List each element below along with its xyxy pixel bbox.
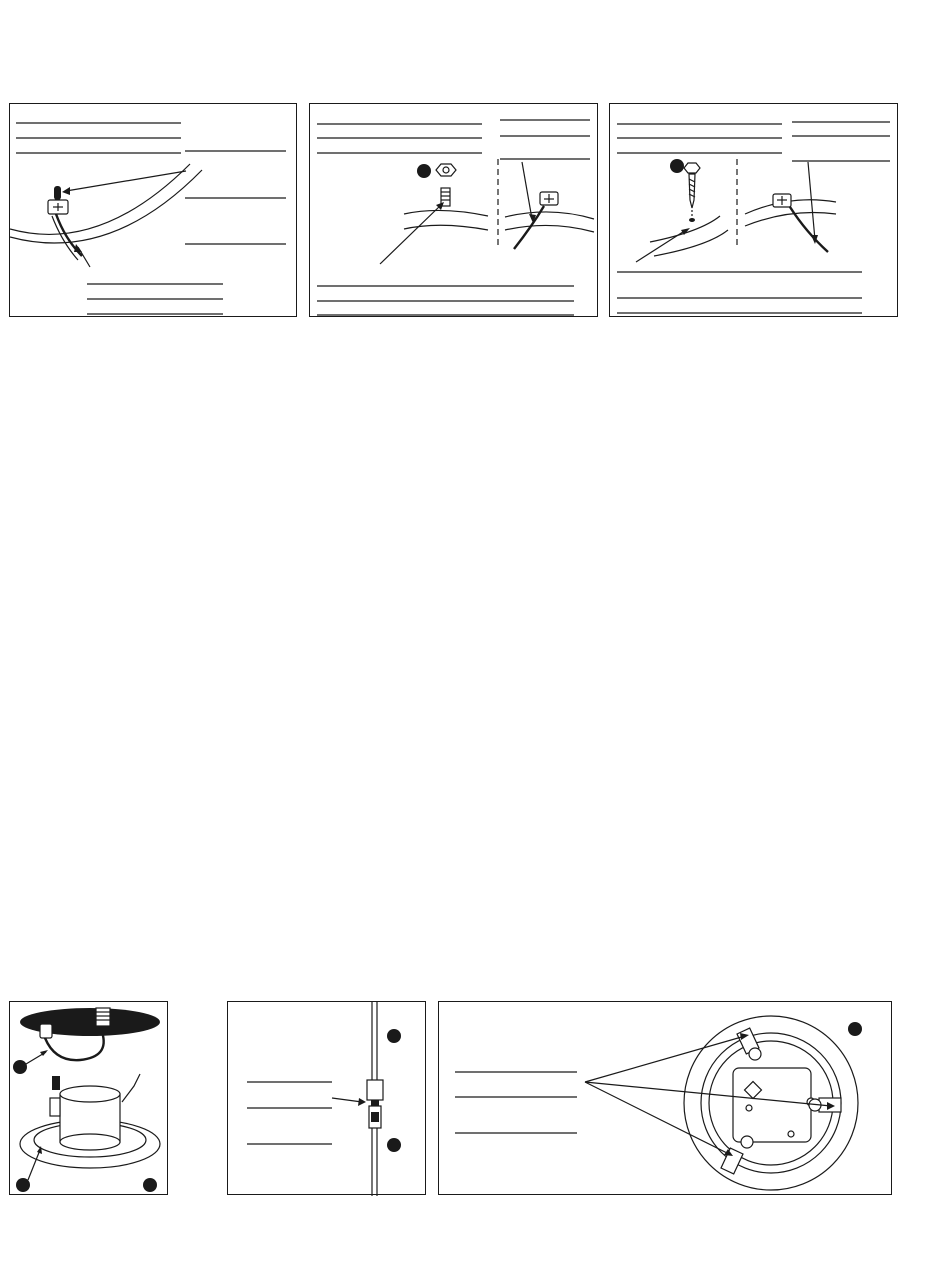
step-panel-3 <box>609 103 898 317</box>
step-panel-2 <box>309 103 598 317</box>
step-2-illustration <box>310 104 599 318</box>
step-1-illustration <box>10 104 298 318</box>
step-badge <box>387 1029 401 1043</box>
connector-wire-icon <box>790 207 828 252</box>
step-badge <box>417 164 431 178</box>
quick-connector-illustration <box>228 1002 427 1196</box>
step-badge <box>16 1178 30 1192</box>
step-3-illustration <box>610 104 899 318</box>
step-badge <box>387 1138 401 1152</box>
step-badge <box>13 1060 27 1074</box>
bottom-panel-2 <box>227 1001 426 1195</box>
e26-socket-adapter-icon <box>96 1008 110 1026</box>
wood-screw-icon <box>684 163 700 173</box>
housing-illustration <box>10 1002 169 1196</box>
trim-ring-illustration <box>439 1002 893 1196</box>
step-badge <box>848 1022 862 1036</box>
step-badge <box>670 159 684 173</box>
step-panel-1 <box>9 103 297 317</box>
quick-connector-icon <box>367 1080 383 1100</box>
step-badge <box>143 1178 157 1192</box>
bottom-panel-1 <box>9 1001 168 1195</box>
bottom-panel-3 <box>438 1001 892 1195</box>
